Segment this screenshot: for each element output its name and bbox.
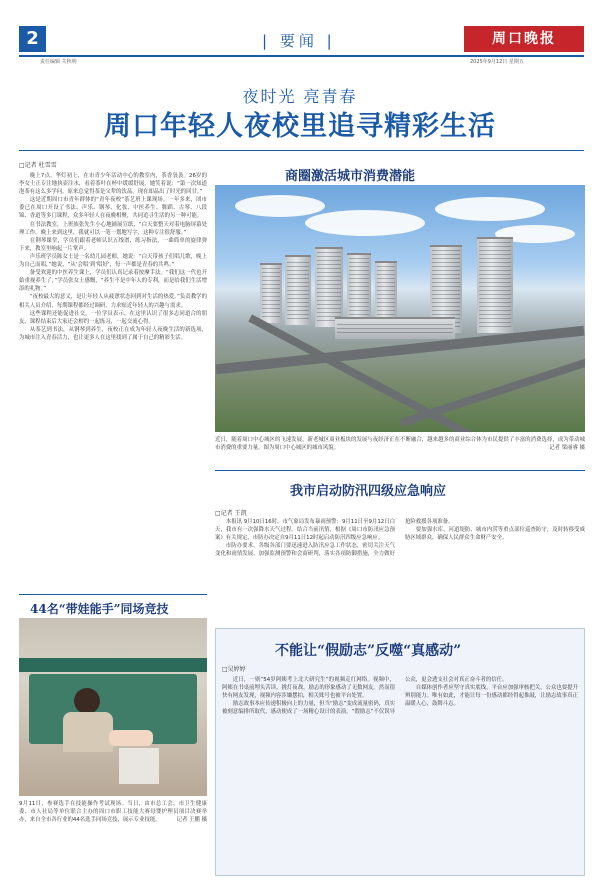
paragraph: 励志故事本应传递积极向上的力量，但当“励志”变成流量密码，真实被刻意编排所取代，感动便成了一场精心设计的表演。“假励志”不仅误导公众，更会透支社会对真正奋斗者的信任。 (222, 677, 508, 716)
section-divider (19, 594, 207, 595)
issue-date: 2025年9月12日 星期五 (470, 59, 524, 65)
paragraph: “夜校最大的意义，是让年轻人从疲惫状态回到对生活的热爱。”负责教学的相关人员介绍，每期课程都经过调研，力求贴近年轻人的兴趣与需求。 (19, 294, 207, 309)
editor-credit: 责任编辑 关秋明 (40, 59, 77, 65)
photo-story-caption-block (215, 436, 585, 466)
paragraph: 声乐班学员陈女士是一名幼儿园老师，她说：“白天带孩子们唱儿歌，晚上为自己而唱，”她说，“从‘会唱’到‘唱好’，每一声都是青春的共鸣。” (19, 253, 207, 269)
main-article-title: 周口年轻人夜校里追寻精彩生活 (104, 111, 496, 142)
paragraph: 近日，一则“54岁阿姨考上北大研究生”的视频走红网络。视频中，阿姨在书桌前埋头苦读、挑灯夜战，励志的形象感动了无数网友。然而很快有网友发现，视频内容涉嫌摆拍，相关账号也被平台处置。 (222, 677, 395, 700)
paragraph: 要加强水库、河道堤防、城市内涝等重点部位巡查防守，及时转移受威胁区域群众，确保人民群众生命财产安全。 (405, 527, 585, 542)
kids-article-caption: 9月11日，参赛选手在技能操作考试现场。当日，由市总工会、市卫生健康委、市人社局等单位联合主办的周口市职工技能大赛母婴护理员项目决赛举办，来自全市各行业的44名选手同场竞技，展示专业技能。 (19, 801, 207, 824)
flood-article-title: 我市启动防汛四级应急响应 (290, 484, 447, 499)
page-number: 2 (19, 26, 46, 52)
paragraph: 本报讯 9月10日16时，市气象局发布暴雨预警：9月11日至9月12日白天，我市有一次强降水天气过程。结合当前汛情，根据《周口市防汛应急预案》有关规定，市防办决定自9月11日12时起启动防汛四级应急响应。 (215, 519, 395, 542)
paragraph: 在书法教室，上班族张先生小心地铺展宣纸，“白天要整天对着电脑屏幕处理工作，晚上来到这里，我就可以一笔一划地写字，这种专注很舒服。” (19, 221, 207, 236)
paragraph: 备受欢迎的中医养生课上，学员们认真记录着按摩手法。“我们这一代也开始重视养生了，”学员张女士感慨，“养生不是中年人的专利，而是给我们生活增添的礼物。” (19, 270, 207, 293)
paragraph: 这是近期周口市青年群体的“青年夜校”茶艺班上课现场。一年多来，团市委已在周口开设了书法、声乐、钢琴、化妆、中医养生、舞蹈、古琴、八段锦、香道等多门课程，众多年轻人在夜晚相聚，共同追寻生活的另一种可能。 (19, 197, 207, 220)
opinion-title: 不能让“假励志”反噬“真感动” (275, 643, 462, 659)
photo-story-credit: 记者 梁丽睿 摄 (549, 445, 585, 452)
kids-article-credit: 记者 王鹏 摄 (176, 817, 207, 824)
section-title: | 要闻 | (262, 32, 336, 50)
kids-article-caption-block (19, 800, 207, 860)
opinion-body (222, 676, 578, 870)
paragraph: 在钢琴课堂，学员们跟着老师认识五线谱、练习指法，一曲简单的旋律弹下来，教室里响起一片掌声。 (19, 237, 207, 252)
headline-divider (19, 150, 584, 151)
paragraph: 晚上7点，华灯初上，在市青少年活动中心的教室内，茶香袅袅。26岁的李女士正专注地执壶注水，看着茶叶在杯中缓缓舒展，她笑着说：“第一次知道泡茶有这么多学问，原来总觉得茶是父辈的饮品，现在却品出了时光的回甘。” (19, 173, 207, 196)
paragraph: 从茶艺到书法，从钢琴到养生，夜校正在成为年轻人夜晚生活的新选项，为城市注入青春活力，也让更多人在这里找到了属于自己的精彩生活。 (19, 326, 207, 341)
city-skyline-photo (215, 185, 585, 432)
photo-story-caption: 近日，随着周口中心城区的飞速发展，新老城区商业板块的发展与夜经济正在不断融合，越来越多的商业综合体为市民提供了丰富的消费选择，成为带动城市消费的重要力量。图为周口中心城区的城市风貌。 (215, 437, 585, 452)
opinion-byline: □吴婷婷 (222, 666, 246, 673)
paragraph: 市防办要求，各级各部门要迅速进入防汛应急工作状态，密切关注天气变化和雨情发展，加强监测预警和会商研判，落实各项防御措施，全力做好抢险救援各项准备。 (215, 519, 454, 558)
flood-article-body (215, 518, 585, 618)
paragraph: 这些课程还能促进社交。一位学员表示，在这里认识了很多志同道合的朋友，课程结束后大家还会相约一起练习，一起交流心得。 (19, 310, 207, 325)
nursing-contest-photo (19, 618, 207, 796)
main-article-byline: □记者 杜雪雪 (19, 162, 57, 169)
paragraph: 自媒体创作者应坚守真实底线，平台应加强审核把关，公众也要提升辨别能力。唯有如此，才能让每一份感动都经得起推敲，让励志故事真正温暖人心、鼓舞斗志。 (405, 685, 578, 708)
photo-story-title: 商圈激活城市消费潜能 (285, 169, 416, 184)
header-divider (19, 55, 584, 57)
kids-article-title: 44名“带娃能手”同场竞技 (30, 602, 169, 616)
main-article-body (19, 172, 207, 592)
flood-article-byline: □记者 王凯 (215, 510, 247, 517)
section-divider (215, 470, 585, 471)
main-article-subtitle: 夜时光 亮青春 (242, 87, 358, 106)
newspaper-logo: 周口晚报 (464, 26, 584, 52)
